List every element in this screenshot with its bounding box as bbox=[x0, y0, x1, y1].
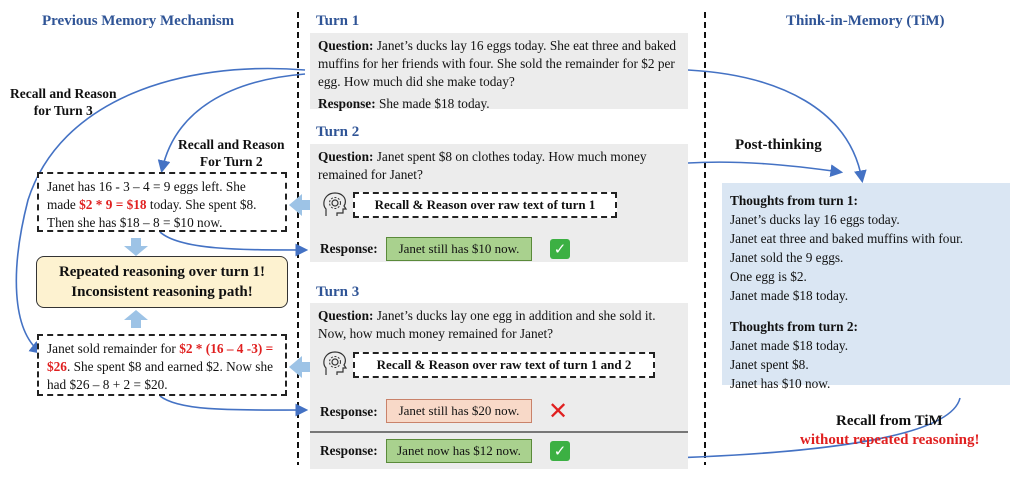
recall-tim-label: Recall from TiM bbox=[836, 413, 943, 429]
recall-turn2-label: Recall and Reason For Turn 2 bbox=[178, 137, 285, 169]
turn1-question: Question: Janet’s ducks lay 16 eggs today. She eat three and baked muffins for her friends with four. She sold the remainder for $2 per egg. How much did she make today? bbox=[318, 38, 677, 89]
thought2-line: Janet made $18 today. bbox=[730, 338, 849, 353]
turn3-response-label: Response: bbox=[320, 404, 378, 419]
check-icon: ✓ bbox=[550, 441, 570, 461]
turn1-title: Turn 1 bbox=[316, 13, 360, 29]
box2-to-response-arrow bbox=[160, 396, 305, 410]
turn3-question: Question: Janet’s ducks lay one egg in addition and she sold it. Now, how much money remained for Janet? bbox=[318, 308, 656, 341]
thought2-line: Janet spent $8. bbox=[730, 357, 809, 372]
turn3-box bbox=[310, 303, 688, 431]
box1-text-2: today. She spent $8. Then she has $18 – 8 = $10 now. bbox=[47, 197, 257, 230]
thought1-line: One egg is $2. bbox=[730, 269, 807, 284]
gear-head-icon bbox=[322, 351, 348, 377]
turn2-box bbox=[310, 144, 688, 262]
turn3-tim-box bbox=[310, 433, 688, 469]
thought1-line: Janet sold the 9 eggs. bbox=[730, 250, 844, 265]
turn1-box bbox=[310, 33, 688, 109]
recall-turn3-label: Recall and Reason for Turn 3 bbox=[10, 86, 117, 118]
turn1-response: Response: She made $18 today. bbox=[318, 96, 490, 111]
thought2-line: Janet has $10 now. bbox=[730, 376, 831, 391]
post-thinking-label: Post-thinking bbox=[735, 137, 822, 153]
box2-red-formula: $2 * (16 – 4 -3) = $26 bbox=[47, 341, 274, 374]
turn2-question: Question: Janet spent $8 on clothes today. How much money remained for Janet? bbox=[318, 149, 647, 182]
turn3-recall-box: Recall & Reason over raw text of turn 1 and 2 bbox=[353, 352, 655, 378]
turn3-tim-response-label: Response: bbox=[320, 443, 378, 458]
box1-text-1: Janet has 16 - 3 – 4 = 9 eggs left. She made bbox=[47, 179, 246, 212]
turn2-title: Turn 2 bbox=[316, 124, 360, 140]
box1-to-response-arrow bbox=[160, 232, 305, 250]
left-header: Previous Memory Mechanism bbox=[42, 13, 235, 29]
reasoning-box-turn2 bbox=[37, 172, 287, 232]
turn3-title: Turn 3 bbox=[316, 284, 360, 300]
thoughts2-title: Thoughts from turn 2: bbox=[730, 319, 858, 334]
thought1-line: Janet eat three and baked muffins with four. bbox=[730, 231, 964, 246]
thought1-line: Janet made $18 today. bbox=[730, 288, 849, 303]
turn2-response-box: Janet still has $10 now. bbox=[386, 237, 532, 261]
right-header: Think-in-Memory (TiM) bbox=[786, 13, 945, 29]
turn3-tim-response-box: Janet now has $12 now. bbox=[386, 439, 532, 463]
tim-memory-box bbox=[722, 183, 1010, 391]
check-icon: ✓ bbox=[550, 239, 570, 259]
thoughts1-title: Thoughts from turn 1: bbox=[730, 193, 858, 208]
reasoning-box-turn3 bbox=[37, 334, 287, 396]
no-repeat-label: without repeated reasoning! bbox=[800, 432, 980, 448]
box2-text-1: Janet sold remainder for bbox=[47, 341, 180, 356]
block-arrow-up bbox=[124, 310, 148, 328]
gear-head-icon bbox=[322, 192, 348, 218]
turn2-response-label: Response: bbox=[320, 241, 378, 256]
box2-text-2: . She spent $8 and earned $2. Now she had $26 – 8 + 2 = $20. bbox=[47, 359, 274, 392]
block-arrow-down bbox=[124, 238, 148, 256]
turn3-response-wrong-box: Janet still has $20 now. bbox=[386, 399, 532, 423]
post-thinking-arrow-2 bbox=[688, 162, 840, 172]
post-thinking-arrow-1 bbox=[688, 70, 862, 180]
cross-icon: ✕ bbox=[548, 397, 569, 425]
repeated-reasoning-box: Repeated reasoning over turn 1! Inconsistent reasoning path! bbox=[36, 256, 288, 308]
box1-red-formula: $2 * 9 = $18 bbox=[79, 197, 147, 212]
thought1-line: Janet’s ducks lay 16 eggs today. bbox=[730, 212, 900, 227]
turn2-recall-box: Recall & Reason over raw text of turn 1 bbox=[353, 192, 617, 218]
